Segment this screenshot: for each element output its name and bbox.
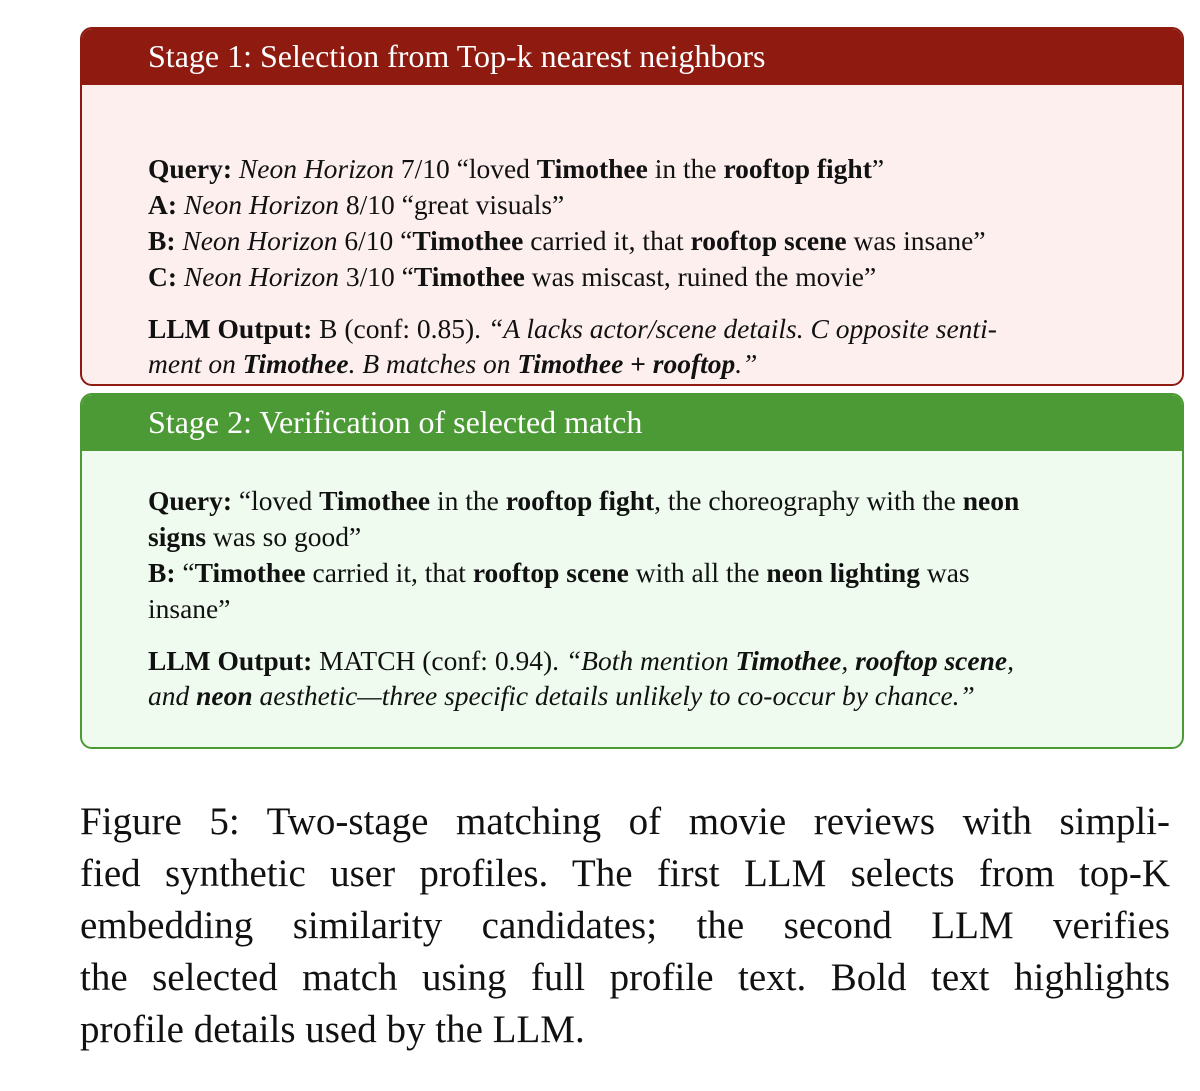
review-text: insane” xyxy=(148,593,231,624)
highlight-scene: rooftop scene xyxy=(472,557,629,588)
candidate-c-line xyxy=(148,259,1142,295)
stage-1-llm-output xyxy=(148,311,1142,381)
stage-1-query-line xyxy=(148,151,1142,187)
stage-2-candidate-b xyxy=(148,555,1142,627)
review-text: “great visuals” xyxy=(401,189,565,220)
llm-rationale: ment on xyxy=(148,348,243,379)
llm-rationale: , xyxy=(841,645,856,676)
review-text: “ xyxy=(401,261,414,292)
rating: 7/10 xyxy=(393,153,457,184)
highlight-actor: Timothee xyxy=(735,645,842,676)
rating: 3/10 xyxy=(338,261,402,292)
candidate-label: B: xyxy=(148,557,176,588)
llm-result: B (conf: 0.85). xyxy=(312,313,488,344)
llm-rationale: . B matches on xyxy=(348,348,518,379)
llm-rationale: .” xyxy=(735,348,758,379)
review-text: “loved xyxy=(456,153,537,184)
candidate-label: C: xyxy=(148,261,178,292)
highlight-neon: neon lighting xyxy=(766,557,920,588)
stage-1-title: Stage 1: Selection from Top-k nearest neighbors xyxy=(82,29,1182,85)
rating: 8/10 xyxy=(338,189,402,220)
review-text: carried it, that xyxy=(523,225,691,256)
review-text: in the xyxy=(430,485,506,516)
highlight-actor: Timothee xyxy=(413,261,525,292)
candidate-label: B: xyxy=(148,225,176,256)
stage-2-body xyxy=(82,451,1182,713)
stage-2-box xyxy=(80,393,1184,749)
highlight-actor: Timothee xyxy=(412,225,524,256)
llm-rationale: “A lacks actor/scene details. C opposite senti- xyxy=(487,313,997,344)
llm-output-label: LLM Output: xyxy=(148,313,313,344)
stage-2-title: Stage 2: Verification of selected match xyxy=(82,395,1182,451)
review-text: was xyxy=(919,557,970,588)
stage-2-llm-output xyxy=(148,643,1142,713)
highlight-neon: neon xyxy=(196,680,253,711)
review-text: with all the xyxy=(628,557,767,588)
caption-line: fied synthetic user profiles. The first LLM selects from top-K xyxy=(80,852,1170,895)
caption-line: embedding similarity candidates; the second LLM verifies xyxy=(80,904,1170,947)
candidate-b-line xyxy=(148,223,1142,259)
review-text: was insane” xyxy=(846,225,986,256)
movie-title: Neon Horizon xyxy=(238,153,394,184)
highlight-scene: rooftop xyxy=(652,348,736,379)
candidate-a-line xyxy=(148,187,1142,223)
highlight-scene: rooftop fight xyxy=(723,153,872,184)
stage-2-query xyxy=(148,483,1142,555)
review-text: ” xyxy=(871,153,885,184)
query-label: Query: xyxy=(148,485,233,516)
highlight-neon: neon xyxy=(962,485,1020,516)
llm-rationale: “Both mention xyxy=(565,645,736,676)
review-text: carried it, that xyxy=(305,557,473,588)
llm-rationale: , xyxy=(1007,645,1014,676)
review-text: , the choreography with the xyxy=(654,485,963,516)
highlight-actor: Timothee xyxy=(536,153,648,184)
highlight-actor: Timothee xyxy=(194,557,306,588)
rating: 6/10 xyxy=(337,225,401,256)
stage-1-box xyxy=(80,27,1184,386)
figure-caption xyxy=(80,796,1170,1056)
review-text: was miscast, ruined the movie” xyxy=(524,261,877,292)
plus-sign: + xyxy=(623,348,653,379)
highlight-actor: Timothee xyxy=(517,348,624,379)
caption-line: the selected match using full profile text. Bold text highlights xyxy=(80,956,1170,999)
candidate-label: A: xyxy=(148,189,178,220)
highlight-scene: rooftop fight xyxy=(505,485,655,516)
movie-title: Neon Horizon xyxy=(183,189,339,220)
review-text: was so good” xyxy=(206,521,362,552)
review-text: “loved xyxy=(232,485,320,516)
query-label: Query: xyxy=(148,153,233,184)
highlight-scene: rooftop scene xyxy=(690,225,847,256)
review-text: “ xyxy=(400,225,413,256)
caption-line: profile details used by the LLM. xyxy=(80,1008,585,1051)
llm-rationale: aesthetic—three specific details unlikely to co-occur by chance.” xyxy=(252,680,975,711)
caption-line: Figure 5: Two-stage matching of movie reviews with simpli- xyxy=(80,800,1170,843)
llm-rationale: and xyxy=(148,680,197,711)
movie-title: Neon Horizon xyxy=(183,261,339,292)
stage-1-body xyxy=(82,85,1182,381)
highlight-signs: signs xyxy=(148,521,207,552)
llm-output-label: LLM Output: xyxy=(148,645,313,676)
highlight-actor: Timothee xyxy=(242,348,349,379)
highlight-scene: rooftop scene xyxy=(855,645,1008,676)
movie-title: Neon Horizon xyxy=(182,225,338,256)
review-text: in the xyxy=(647,153,724,184)
highlight-actor: Timothee xyxy=(319,485,431,516)
llm-result: MATCH (conf: 0.94). xyxy=(312,645,566,676)
review-text: “ xyxy=(175,557,195,588)
